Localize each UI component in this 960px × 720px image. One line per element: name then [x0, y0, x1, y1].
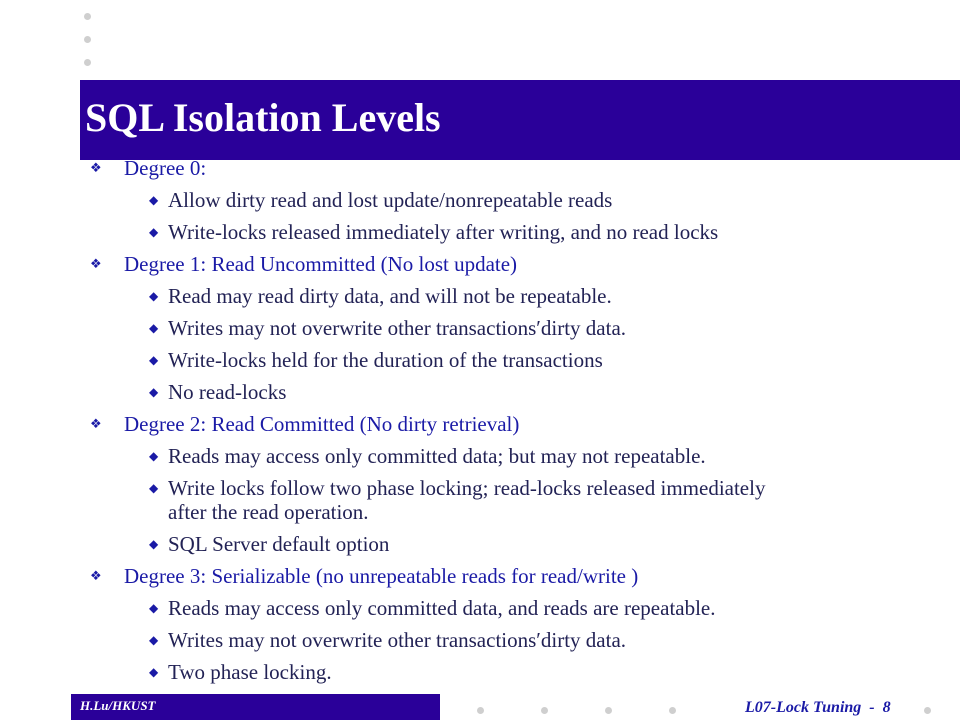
footer-page-label: L07-Lock Tuning - 8 — [745, 699, 891, 716]
decor-dot — [84, 36, 91, 43]
section-heading — [0, 252, 960, 276]
list-item — [0, 444, 868, 468]
list-item — [0, 596, 868, 620]
section-heading-text: Degree 1: Read Uncommitted (No lost update) — [124, 252, 518, 276]
small-diamond-bullet-icon: ◆ — [149, 537, 159, 551]
section-heading-text: Degree 2: Read Committed (No dirty retrieval) — [124, 412, 520, 436]
decor-dot — [84, 59, 91, 66]
decor-dot — [924, 707, 931, 714]
list-item — [0, 532, 868, 556]
list-item-text: Reads may access only committed data; but may not repeatable. — [168, 444, 706, 468]
small-diamond-bullet-icon: ◆ — [149, 353, 159, 367]
list-item — [0, 660, 868, 684]
list-item-text: Allow dirty read and lost update/nonrepeatable reads — [168, 188, 613, 212]
list-item-text: Writes may not overwrite other transactions′dirty data. — [168, 316, 627, 340]
list-item-text: Writes may not overwrite other transactions′dirty data. — [168, 628, 627, 652]
section-heading-text: Degree 3: Serializable (no unrepeatable reads for read/write ) — [124, 564, 639, 588]
list-item — [0, 348, 868, 372]
small-diamond-bullet-icon: ◆ — [149, 321, 159, 335]
section-heading — [0, 156, 960, 180]
diamond-bullet-icon: ❖ — [90, 417, 102, 432]
decor-dot — [541, 707, 548, 714]
list-item — [0, 476, 808, 524]
list-item-text: No read-locks — [168, 380, 287, 404]
small-diamond-bullet-icon: ◆ — [149, 449, 159, 463]
decor-dot — [605, 707, 612, 714]
slide-content — [0, 156, 960, 684]
list-item — [0, 316, 868, 340]
list-item-text: Reads may access only committed data, and reads are repeatable. — [168, 596, 716, 620]
section-heading-text: Degree 0: — [124, 156, 207, 180]
small-diamond-bullet-icon: ◆ — [149, 665, 159, 679]
small-diamond-bullet-icon: ◆ — [149, 193, 159, 207]
list-item-text: Read may read dirty data, and will not be repeatable. — [168, 284, 612, 308]
list-item — [0, 628, 868, 652]
diamond-bullet-icon: ❖ — [90, 569, 102, 584]
list-item-text: Write locks follow two phase locking; read-locks released immediately after the read operation. — [168, 476, 766, 524]
small-diamond-bullet-icon: ◆ — [149, 481, 159, 495]
decor-dot — [669, 707, 676, 714]
footer-author: H.Lu/HKUST — [80, 698, 156, 713]
list-item — [0, 284, 868, 308]
small-diamond-bullet-icon: ◆ — [149, 385, 159, 399]
small-diamond-bullet-icon: ◆ — [149, 289, 159, 303]
list-item — [0, 380, 868, 404]
diamond-bullet-icon: ❖ — [90, 257, 102, 272]
list-item-text: Write-locks held for the duration of the transactions — [168, 348, 603, 372]
small-diamond-bullet-icon: ◆ — [149, 633, 159, 647]
small-diamond-bullet-icon: ◆ — [149, 601, 159, 615]
small-diamond-bullet-icon: ◆ — [149, 225, 159, 239]
list-item-text: Two phase locking. — [168, 660, 332, 684]
list-item-text: SQL Server default option — [168, 532, 390, 556]
section-heading — [0, 564, 960, 588]
diamond-bullet-icon: ❖ — [90, 161, 102, 176]
slide-title: SQL Isolation Levels — [85, 95, 441, 140]
section-heading — [0, 412, 960, 436]
decor-dot — [477, 707, 484, 714]
decor-dot — [84, 13, 91, 20]
list-item — [0, 220, 868, 244]
list-item-text: Write-locks released immediately after writing, and no read locks — [168, 220, 719, 244]
list-item — [0, 188, 868, 212]
